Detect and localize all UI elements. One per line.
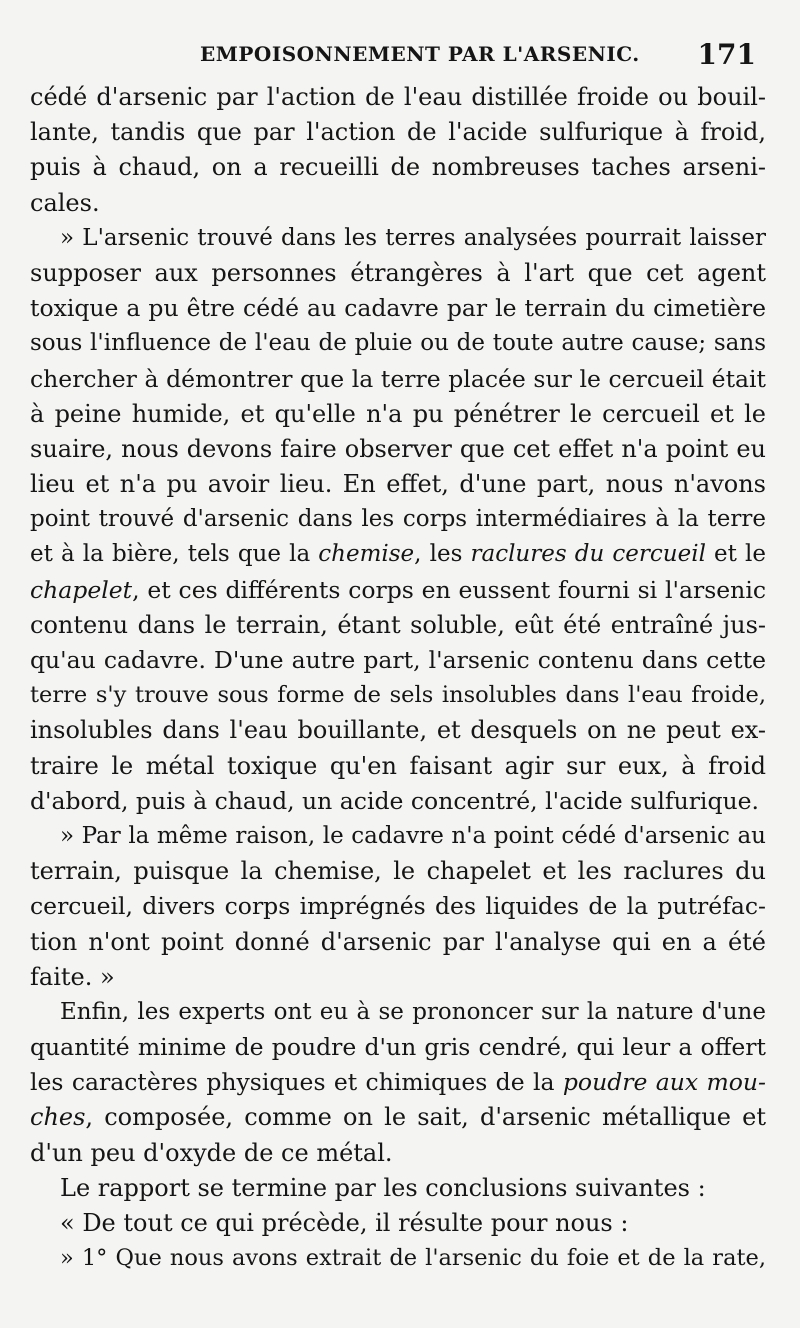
text-line: les caractères physiques et chimiques de la poudre aux mou- xyxy=(30,1068,766,1097)
text-line: d'un peu d'oxyde de ce métal. xyxy=(30,1138,393,1167)
text-line: supposer aux personnes étrangères à l'art que cet agent xyxy=(30,258,766,287)
text-line: » Par la même raison, le cadavre n'a point cédé d'arsenic au xyxy=(60,822,766,849)
text-line: toxique a pu être cédé au cadavre par le terrain du cimetière xyxy=(30,294,766,323)
running-head: EMPOISONNEMENT PAR L'ARSENIC. xyxy=(200,42,640,66)
text-line: chapelet, et ces différents corps en eussent fourni si l'arsenic xyxy=(30,575,766,604)
text-line: point trouvé d'arsenic dans les corps intermédiaires à la terre xyxy=(30,506,766,533)
text-line: chercher à démontrer que la terre placée sur le cercueil était xyxy=(30,364,766,393)
text-line: à peine humide, et qu'elle n'a pu pénétrer le cercueil et le xyxy=(30,399,766,428)
text-line: Enfin, les experts ont eu à se prononcer sur la nature d'une xyxy=(60,998,766,1025)
text-line: cercueil, divers corps imprégnés des liquides de la putréfac- xyxy=(30,892,766,921)
text-line: faite. » xyxy=(30,962,115,991)
text-line: suaire, nous devons faire observer que cet effet n'a point eu xyxy=(30,434,766,463)
body-text xyxy=(30,80,766,1276)
text-line: sous l'influence de l'eau de pluie ou de toute autre cause; sans xyxy=(30,330,766,357)
text-line: lieu et n'a pu avoir lieu. En effet, d'une part, nous n'avons xyxy=(30,470,766,499)
text-line: contenu dans le terrain, étant soluble, eût été entraîné jus- xyxy=(30,610,766,639)
text-line: d'abord, puis à chaud, un acide concentré, l'acide sulfurique. xyxy=(30,786,760,815)
text-line: insolubles dans l'eau bouillante, et desquels on ne peut ex- xyxy=(30,716,766,745)
page-header xyxy=(0,38,800,74)
text-line: cales. xyxy=(30,188,100,217)
text-line: terrain, puisque la chemise, le chapelet et les raclures du xyxy=(30,857,766,886)
text-line: » 1° Que nous avons extrait de l'arsenic du foie et de la rate, xyxy=(60,1245,766,1272)
text-line: » L'arsenic trouvé dans les terres analysées pourrait laisser xyxy=(60,224,766,251)
text-line: Le rapport se termine par les conclusions suivantes : xyxy=(60,1173,706,1202)
text-line: quantité minime de poudre d'un gris cendré, qui leur a offert xyxy=(30,1033,766,1062)
text-line: tion n'ont point donné d'arsenic par l'analyse qui en a été xyxy=(30,927,766,956)
text-line: ches, composée, comme on le sait, d'arsenic métallique et xyxy=(30,1103,766,1132)
text-line: et à la bière, tels que la chemise, les raclures du cercueil et le xyxy=(30,541,766,568)
text-line: « De tout ce qui précède, il résulte pour nous : xyxy=(60,1209,629,1237)
page-number: 171 xyxy=(697,38,756,71)
text-line: cédé d'arsenic par l'action de l'eau distillée froide ou bouil- xyxy=(30,83,766,111)
text-line: puis à chaud, on a recueilli de nombreuses taches arseni- xyxy=(30,153,766,182)
text-line: traire le métal toxique qu'en faisant agir sur eux, à froid xyxy=(30,751,766,780)
text-line: qu'au cadavre. D'une autre part, l'arsenic contenu dans cette xyxy=(30,646,766,674)
text-line: terre s'y trouve sous forme de sels insolubles dans l'eau froide, xyxy=(30,682,766,709)
text-line: lante, tandis que par l'action de l'acide sulfurique à froid, xyxy=(30,118,766,147)
